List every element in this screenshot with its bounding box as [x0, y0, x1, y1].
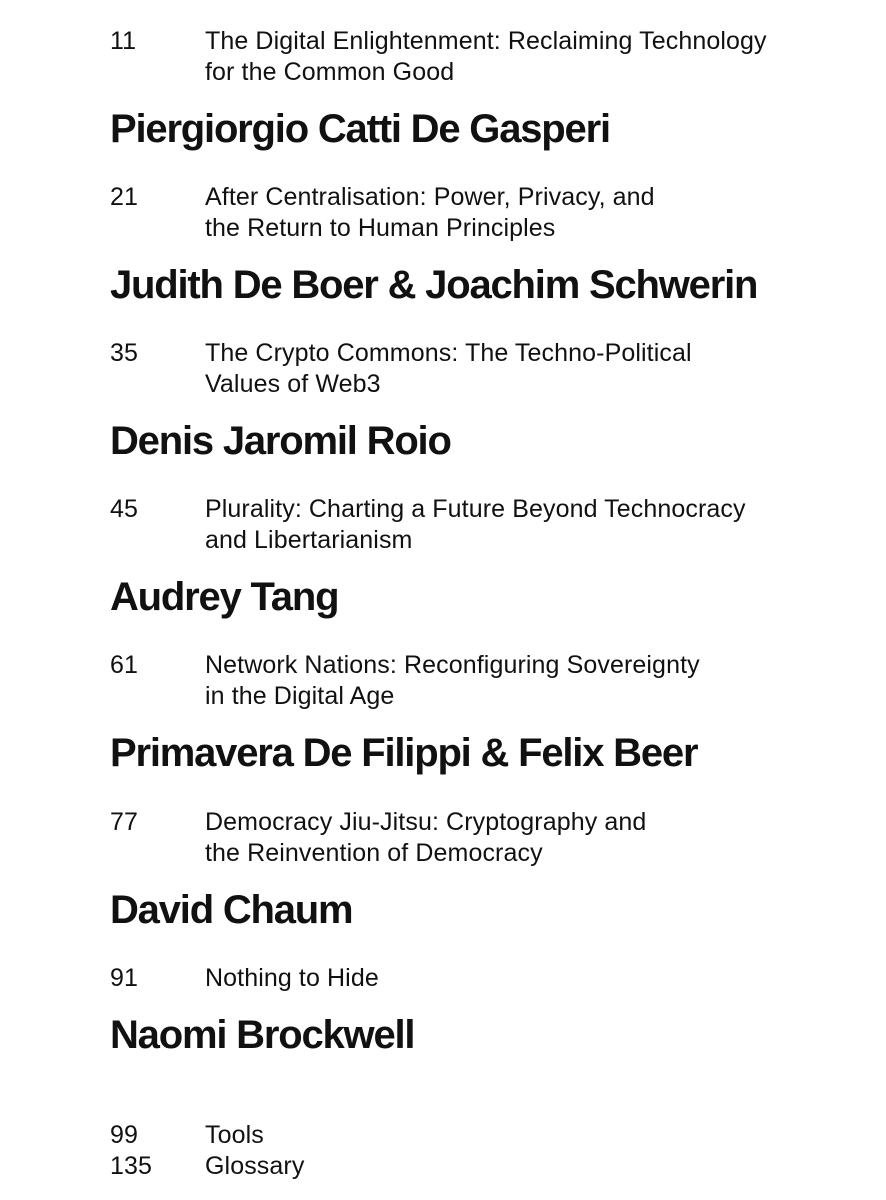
title-line: for the Common Good — [205, 58, 455, 86]
title-line: Plurality: Charting a Future Beyond Technocracy — [205, 495, 746, 523]
author-name: David Chaum — [110, 888, 353, 932]
author-name: Primavera De Filippi & Felix Beer — [110, 731, 698, 775]
page-number: 61 — [110, 651, 139, 679]
title-line: Democracy Jiu-Jitsu: Cryptography and — [205, 808, 647, 836]
section-title: Tools — [205, 1121, 264, 1149]
chapter-title — [205, 338, 830, 400]
page-number: 77 — [110, 808, 139, 836]
title-line: Values of Web3 — [205, 370, 381, 398]
author-name: Audrey Tang — [110, 575, 339, 619]
chapter-title — [205, 182, 830, 244]
author-name: Judith De Boer & Joachim Schwerin — [110, 263, 758, 307]
page-number: 135 — [110, 1152, 153, 1180]
section-title: Glossary — [205, 1152, 305, 1180]
title-line: in the Digital Age — [205, 682, 395, 710]
chapter-title — [205, 26, 830, 88]
title-line: The Crypto Commons: The Techno-Political — [205, 339, 692, 367]
page-number: 91 — [110, 964, 139, 992]
back-matter-item[interactable] — [110, 1151, 510, 1182]
page-number: 11 — [110, 27, 137, 55]
author-name: Naomi Brockwell — [110, 1013, 415, 1057]
page-number: 99 — [110, 1121, 139, 1149]
chapter-title — [205, 494, 830, 556]
title-line: After Centralisation: Power, Privacy, and — [205, 183, 655, 211]
author-name: Denis Jaromil Roio — [110, 419, 451, 463]
title-line: Nothing to Hide — [205, 964, 379, 992]
back-matter-list — [110, 1120, 510, 1182]
title-line: the Return to Human Principles — [205, 214, 556, 242]
title-line: the Reinvention of Democracy — [205, 839, 543, 867]
chapter-title — [205, 963, 830, 994]
chapter-title — [205, 807, 830, 869]
chapter-title — [205, 650, 830, 712]
title-line: Network Nations: Reconfiguring Sovereignty — [205, 651, 700, 679]
back-matter-item[interactable] — [110, 1120, 510, 1151]
author-name: Piergiorgio Catti De Gasperi — [110, 107, 610, 151]
page-number: 35 — [110, 339, 139, 367]
title-line: The Digital Enlightenment: Reclaiming Technology — [205, 27, 767, 55]
page-number: 21 — [110, 183, 139, 211]
page-number: 45 — [110, 495, 139, 523]
title-line: and Libertarianism — [205, 526, 413, 554]
